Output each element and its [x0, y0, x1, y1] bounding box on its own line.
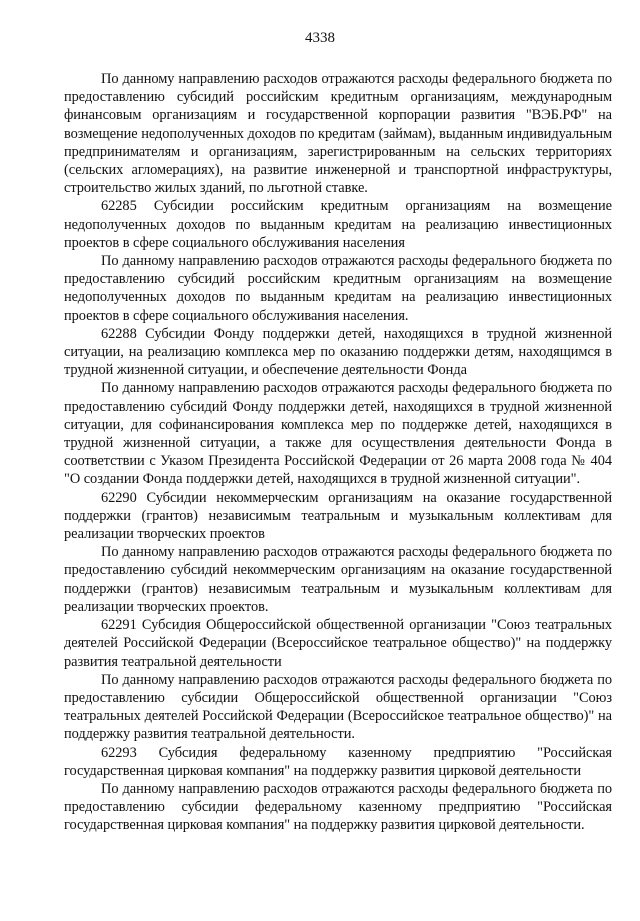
- page-number: 4338: [305, 30, 335, 46]
- paragraph-62290-description: По данному направлению расходов отражаются расходы федерального бюджета по предоставлению субсидий некоммерческим организациям на оказание государственной поддержки (грантов) независимым театральным и музыкальным коллективам для реализации творческих проектов.: [64, 544, 612, 615]
- paragraph-62291-heading: 62291 Субсидия Общероссийской общественной организации "Союз театральных деятелей Российской Федерации (Всероссийское театральное общество)" на поддержку развития театральной деятельности: [64, 617, 612, 670]
- document-body: [64, 70, 612, 835]
- paragraph-62291-description: По данному направлению расходов отражаются расходы федерального бюджета по предоставлению субсидии Общероссийской общественной организации "Союз театральных деятелей Российской Федерации (Всероссийское театральное общество)" на поддержку развития театральной деятельности.: [64, 671, 612, 743]
- paragraph-62293-heading: 62293 Субсидия федеральному казенному предприятию "Российская государственная цирковая компания" на поддержку развития цирковой деятельности: [64, 744, 612, 779]
- paragraph-62293-description: По данному направлению расходов отражаются расходы федерального бюджета по предоставлению субсидии федеральному казенному предприятию "Российская государственная цирковая компания" на поддержку развития цирковой деятельности.: [64, 780, 612, 834]
- paragraph-62288-heading: 62288 Субсидии Фонду поддержки детей, находящихся в трудной жизненной ситуации, на реализацию комплекса мер по оказанию поддержки детям, находящимся в трудной жизненной ситуации, и обеспечение деятельности Фонда: [64, 325, 612, 379]
- paragraph-62285-description: По данному направлению расходов отражаются расходы федерального бюджета по предоставлению субсидий российским кредитным организациям на возмещение недополученных доходов по выданным кредитам на реализацию инвестиционных проектов в сфере социального обслуживания населения.: [64, 253, 612, 324]
- paragraph-62288-description: По данному направлению расходов отражаются расходы федерального бюджета по предоставлению субсидий Фонду поддержки детей, находящихся в трудной жизненной ситуации, для софинансирования комплекса мер по поддержке детей, находящихся в трудной жизненной ситуации, а также для осуществления деятельности Фонда в соответствии с Указом Президента Российской Федерации от 26 марта 2008 года № 404 "О создании Фонда поддержки детей, находящихся в трудной жизненной ситуации".: [64, 380, 612, 488]
- paragraph-62285-heading: 62285 Субсидии российским кредитным организациям на возмещение недополученных доходов по выданным кредитам на реализацию инвестиционных проектов в сфере социального обслуживания населения: [64, 198, 612, 251]
- paragraph-1: По данному направлению расходов отражаются расходы федерального бюджета по предоставлению субсидий российским кредитным организациям, международным финансовым организациям и государственной корпорации развития "ВЭБ.РФ" на возмещение недополученных доходов по кредитам (займам), выданным индивидуальным предпринимателям и организациям, зарегистрированным на сельских территориях (сельских агломерациях), на развитие инженерной и транспортной инфраструктуры, строительство жилых зданий, по льготной ставке.: [64, 71, 612, 197]
- paragraph-62290-heading: 62290 Субсидии некоммерческим организациям на оказание государственной поддержки (грантов) независимым театральным и музыкальным коллективам для реализации творческих проектов: [64, 489, 612, 543]
